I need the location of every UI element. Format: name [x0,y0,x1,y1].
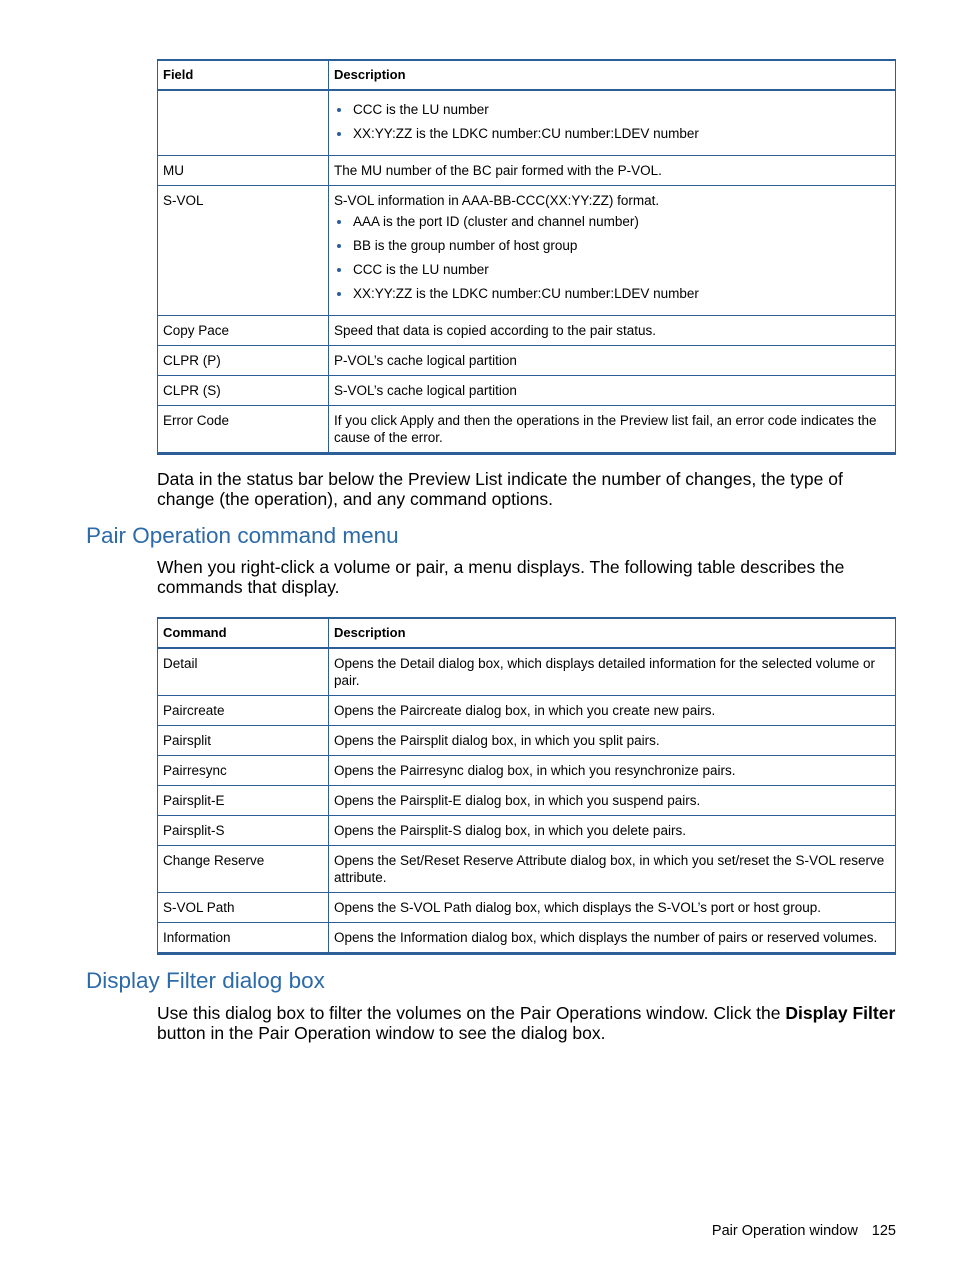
table-cell-command: Detail [158,648,329,696]
table-row [158,90,896,156]
table-cell-command: Pairsplit-S [158,816,329,846]
table-cell-description: Opens the Pairresync dialog box, in which you resynchronize pairs. [329,756,896,786]
table-cell-field: Copy Pace [158,316,329,346]
bullet-list [334,101,890,142]
section-heading-display-filter: Display Filter dialog box [86,968,325,993]
table-row [158,756,896,786]
page-footer [712,1223,896,1239]
table-cell-description: Opens the Pairsplit-E dialog box, in which you suspend pairs. [329,786,896,816]
table1-header-field: Field [158,60,329,90]
table2-header-command: Command [158,618,329,648]
command-menu-intro-paragraph: When you right-click a volume or pair, a menu displays. The following table describes the commands that display. [157,557,845,597]
table-cell-description: Opens the Pairsplit dialog box, in which you split pairs. [329,726,896,756]
table-row [158,376,896,406]
table-cell-command: Pairresync [158,756,329,786]
bullet-list [334,213,890,302]
table-cell-description: S-VOL’s cache logical partition [329,376,896,406]
command-description-table [157,617,896,955]
ui-term-display-filter: Display Filter [785,1003,896,1023]
table-cell-description: Opens the S-VOL Path dialog box, which displays the S-VOL’s port or host group. [329,893,896,923]
table-cell-description: Opens the Set/Reset Reserve Attribute dialog box, in which you set/reset the S-VOL reserve attribute. [329,846,896,893]
table-cell-description: P-VOL’s cache logical partition [329,346,896,376]
table-cell-field: MU [158,156,329,186]
table1-header-description: Description [329,60,896,90]
table-cell-field [158,90,329,156]
table-cell-description: Opens the Information dialog box, which displays the number of pairs or reserved volumes. [329,923,896,954]
table-row [158,648,896,696]
table-cell-description: Opens the Pairsplit-S dialog box, in which you delete pairs. [329,816,896,846]
status-bar-paragraph: Data in the status bar below the Preview List indicate the number of changes, the type of change (the operation), and any command options. [157,469,843,509]
table-cell-command: S-VOL Path [158,893,329,923]
paragraph-text: Use this dialog box to filter the volumes on the Pair Operations window. Click the [157,1003,786,1023]
table2-header-description: Description [329,618,896,648]
table-cell-description [329,90,896,156]
footer-section-title: Pair Operation window [711,1223,858,1239]
table-cell-field: CLPR (P) [158,346,329,376]
table-cell-field: S-VOL [158,186,329,316]
display-filter-paragraph [157,1003,899,1043]
table-row [158,156,896,186]
page-number: 125 [871,1223,896,1239]
table-cell-description: Opens the Paircreate dialog box, in which you create new pairs. [329,696,896,726]
table-row [158,923,896,954]
table-cell-command: Change Reserve [158,846,329,893]
table-cell-description [329,186,896,316]
paragraph-text: button in the Pair Operation window to see the dialog box. [157,1023,606,1043]
table-cell-field: Error Code [158,406,329,454]
table-row [158,726,896,756]
list-item: XX:YY:ZZ is the LDKC number:CU number:LDEV number [334,285,890,302]
section-heading-command-menu: Pair Operation command menu [86,523,399,548]
table-cell-description: Speed that data is copied according to the pair status. [329,316,896,346]
table-cell-command: Paircreate [158,696,329,726]
list-item: BB is the group number of host group [334,237,890,254]
table-row [158,316,896,346]
table-row [158,846,896,893]
table-cell-description: If you click Apply and then the operations in the Preview list fail, an error code indicates the cause of the error. [329,406,896,454]
table-cell-description: The MU number of the BC pair formed with the P-VOL. [329,156,896,186]
table-row [158,696,896,726]
field-description-table [157,59,896,455]
table-cell-command: Pairsplit [158,726,329,756]
list-item: CCC is the LU number [334,101,890,118]
cell-text: S-VOL information in AAA-BB-CCC(XX:YY:ZZ) format. [334,193,660,208]
table-cell-command: Information [158,923,329,954]
table-row [158,186,896,316]
table-row [158,893,896,923]
list-item: AAA is the port ID (cluster and channel number) [334,213,890,230]
list-item: CCC is the LU number [334,261,890,278]
list-item: XX:YY:ZZ is the LDKC number:CU number:LDEV number [334,125,890,142]
table-row [158,786,896,816]
table-row [158,816,896,846]
table-row [158,346,896,376]
table-row [158,406,896,454]
table-cell-description: Opens the Detail dialog box, which displays detailed information for the selected volume or pair. [329,648,896,696]
table-cell-command: Pairsplit-E [158,786,329,816]
table-cell-field: CLPR (S) [158,376,329,406]
